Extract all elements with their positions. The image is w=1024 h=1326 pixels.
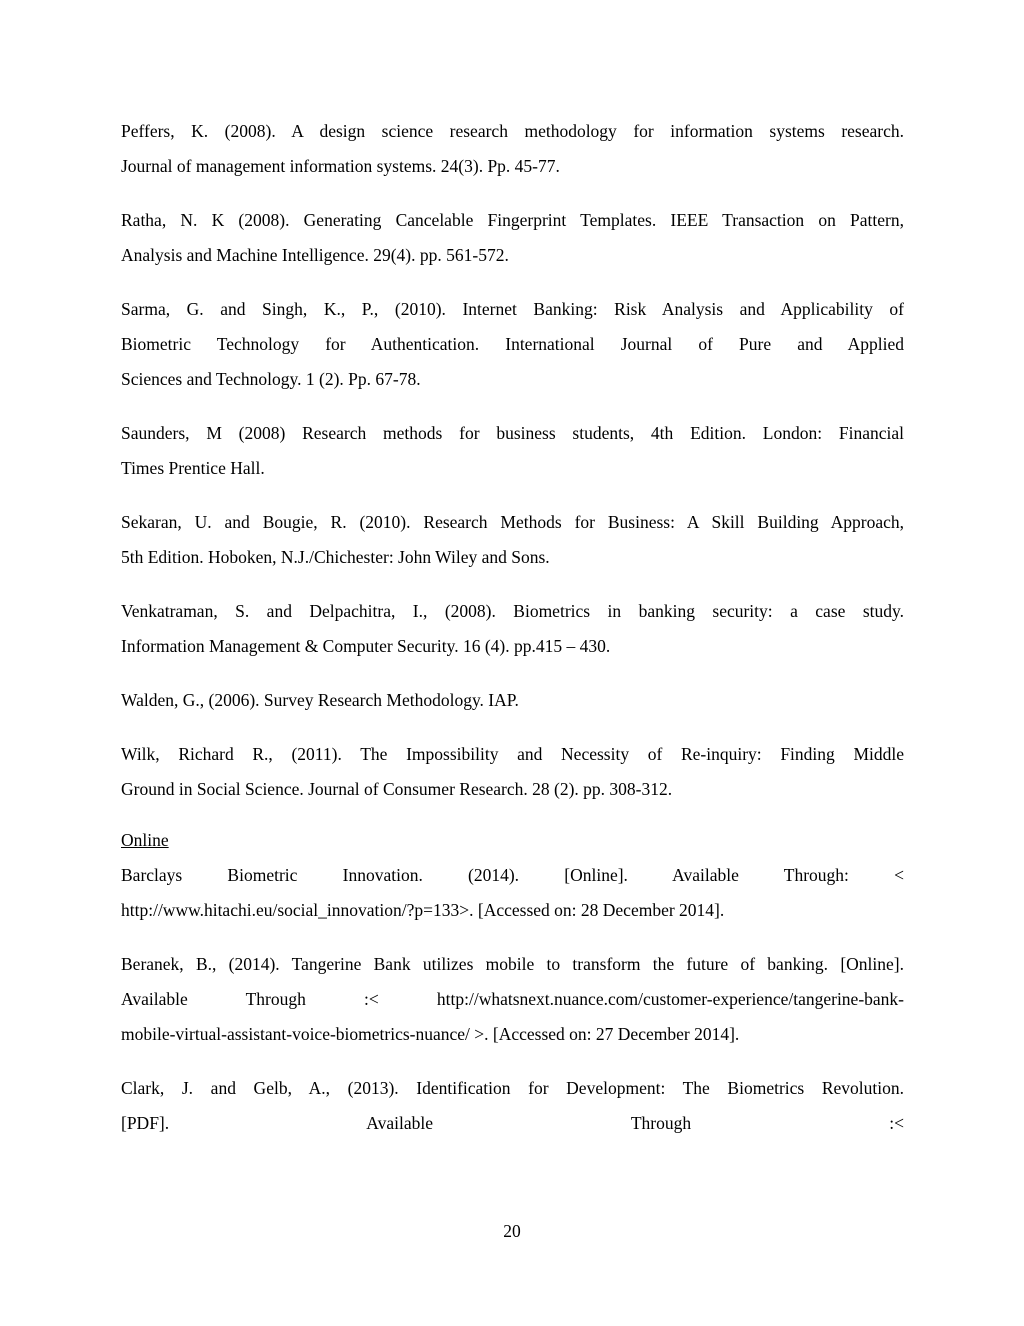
reference-entry-clark	[121, 1071, 904, 1141]
reference-line: Clark, J. and Gelb, A., (2013). Identification for Development: The Biometrics Revolution.	[121, 1078, 904, 1098]
reference-line: Sekaran, U. and Bougie, R. (2010). Research Methods for Business: A Skill Building Approach,	[121, 512, 904, 532]
reference-line: Walden, G., (2006). Survey Research Methodology. IAP.	[121, 690, 519, 710]
reference-entry-wilk	[121, 737, 904, 807]
reference-entry-sekaran	[121, 505, 904, 575]
reference-entry-ratha	[121, 203, 904, 273]
reference-line: Times Prentice Hall.	[121, 458, 265, 478]
section-heading-online: Online	[121, 830, 169, 850]
reference-line: Available Through :< http://whatsnext.nuance.com/customer-experience/tangerine-bank-	[121, 989, 904, 1009]
reference-entry-sarma	[121, 292, 904, 397]
reference-line: 5th Edition. Hoboken, N.J./Chichester: John Wiley and Sons.	[121, 547, 550, 567]
reference-line: Ratha, N. K (2008). Generating Cancelable Fingerprint Templates. IEEE Transaction on Pattern,	[121, 210, 904, 230]
reference-line: Barclays Biometric Innovation. (2014). [Online]. Available Through: <	[121, 865, 904, 885]
reference-line: [PDF]. Available Through :<	[121, 1113, 904, 1133]
reference-entry-barclays	[121, 858, 904, 928]
reference-line: Saunders, M (2008) Research methods for business students, 4th Edition. London: Financial	[121, 423, 904, 443]
reference-line: Sarma, G. and Singh, K., P., (2010). Internet Banking: Risk Analysis and Applicability of	[121, 299, 904, 319]
page-number: 20	[503, 1221, 521, 1241]
reference-entry-venkatraman	[121, 594, 904, 664]
reference-entry-saunders	[121, 416, 904, 486]
reference-line: Venkatraman, S. and Delpachitra, I., (2008). Biometrics in banking security: a case study.	[121, 601, 904, 621]
reference-list	[121, 114, 904, 1160]
reference-line: Journal of management information systems. 24(3). Pp. 45-77.	[121, 156, 560, 176]
reference-line: Information Management & Computer Security. 16 (4). pp.415 – 430.	[121, 636, 611, 656]
reference-line: mobile-virtual-assistant-voice-biometrics-nuance/ >. [Accessed on: 27 December 2014].	[121, 1024, 740, 1044]
reference-line: Wilk, Richard R., (2011). The Impossibility and Necessity of Re-inquiry: Finding Middle	[121, 744, 904, 764]
reference-entry-peffers	[121, 114, 904, 184]
reference-line: Sciences and Technology. 1 (2). Pp. 67-78.	[121, 369, 421, 389]
reference-line: Analysis and Machine Intelligence. 29(4). pp. 561-572.	[121, 245, 509, 265]
reference-line: Beranek, B., (2014). Tangerine Bank utilizes mobile to transform the future of banking. [Online].	[121, 954, 904, 974]
reference-line: Peffers, K. (2008). A design science research methodology for information systems research.	[121, 121, 904, 141]
reference-entry-beranek	[121, 947, 904, 1052]
reference-entry-walden	[121, 683, 904, 718]
reference-line: Biometric Technology for Authentication. International Journal of Pure and Applied	[121, 334, 904, 354]
reference-line: http://www.hitachi.eu/social_innovation/?p=133>. [Accessed on: 28 December 2014].	[121, 900, 725, 920]
reference-line: Ground in Social Science. Journal of Consumer Research. 28 (2). pp. 308-312.	[121, 779, 673, 799]
